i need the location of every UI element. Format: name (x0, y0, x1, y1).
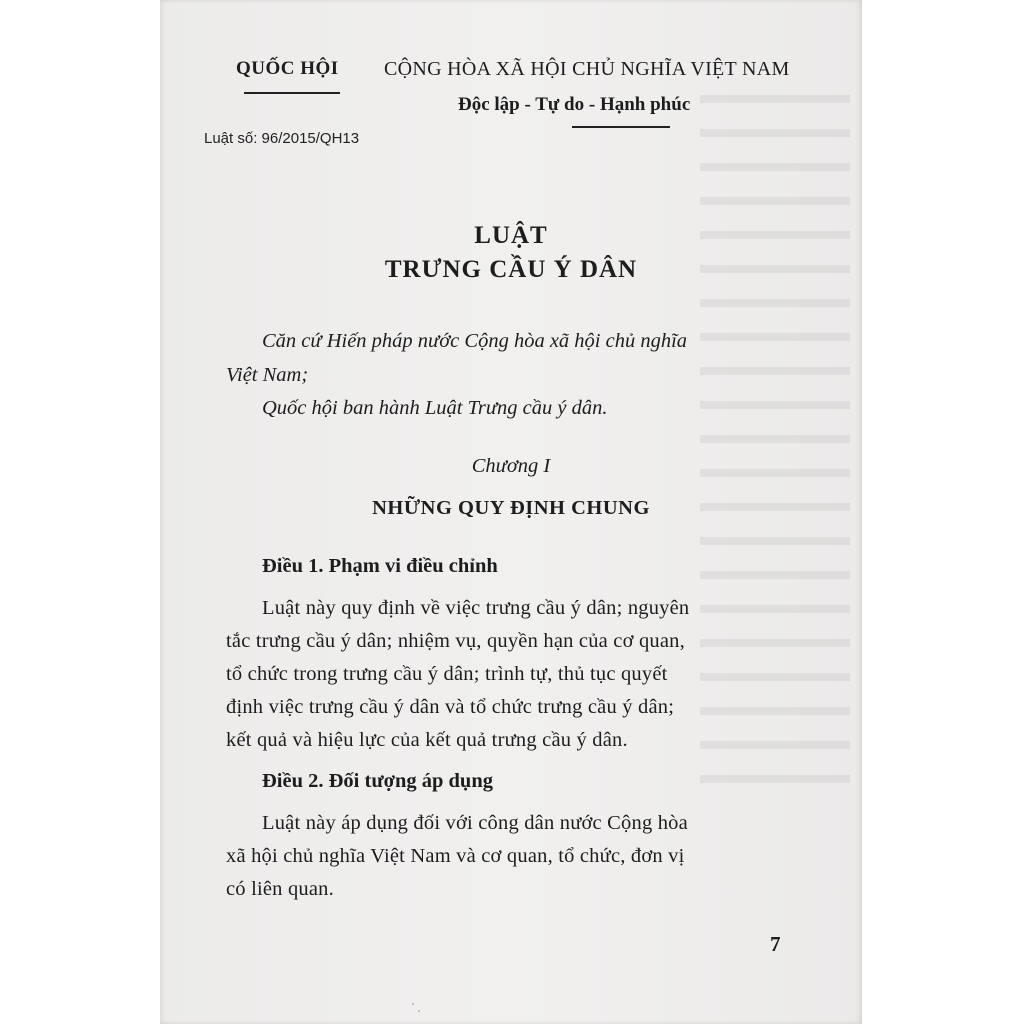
preamble-line: Việt Nam; (226, 364, 309, 386)
article-1-line: tổ chức trong trưng cầu ý dân; trình tự, thủ tục quyết (226, 663, 668, 685)
background-right (862, 0, 1024, 1024)
national-motto: Độc lập - Tự do - Hạnh phúc (458, 94, 691, 115)
organization-name: QUỐC HỘI (236, 58, 339, 79)
article-1-line: kết quả và hiệu lực của kết quả trưng cầu ý dân. (226, 729, 628, 751)
organization-underline (244, 92, 340, 94)
motto-underline (572, 126, 670, 128)
article-1-heading: Điều 1. Phạm vi điều chỉnh (262, 555, 498, 577)
article-2-line: Luật này áp dụng đối với công dân nước Cộng hòa (262, 812, 688, 834)
background-left (0, 0, 160, 1024)
page-number: 7 (770, 932, 781, 956)
article-2-heading: Điều 2. Đối tượng áp dụng (262, 770, 493, 792)
law-number: Luật số: 96/2015/QH13 (204, 130, 360, 147)
paper-speck (412, 1003, 414, 1005)
article-2-line: xã hội chủ nghĩa Việt Nam và cơ quan, tổ chức, đơn vị (226, 845, 685, 867)
article-1-line: tắc trưng cầu ý dân; nhiệm vụ, quyền hạn của cơ quan, (226, 630, 685, 652)
bleed-through-texture (700, 95, 850, 795)
country-name: CỘNG HÒA XÃ HỘI CHỦ NGHĨA VIỆT NAM (384, 58, 790, 80)
preamble-line: Quốc hội ban hành Luật Trưng cầu ý dân. (262, 397, 608, 419)
document-subtitle: TRƯNG CẦU Ý DÂN (384, 256, 638, 283)
chapter-label: Chương I (471, 455, 551, 477)
preamble-line: Căn cứ Hiến pháp nước Cộng hòa xã hội chủ nghĩa (262, 330, 688, 352)
article-1-line: định việc trưng cầu ý dân và tổ chức trưng cầu ý dân; (226, 696, 675, 718)
document-title: LUẬT (474, 222, 548, 249)
chapter-title: NHỮNG QUY ĐỊNH CHUNG (372, 497, 650, 519)
article-1-line: Luật này quy định về việc trưng cầu ý dân; nguyên (262, 597, 690, 619)
paper-speck (418, 1010, 420, 1012)
article-2-line: có liên quan. (226, 878, 334, 900)
document-page (160, 0, 862, 1024)
